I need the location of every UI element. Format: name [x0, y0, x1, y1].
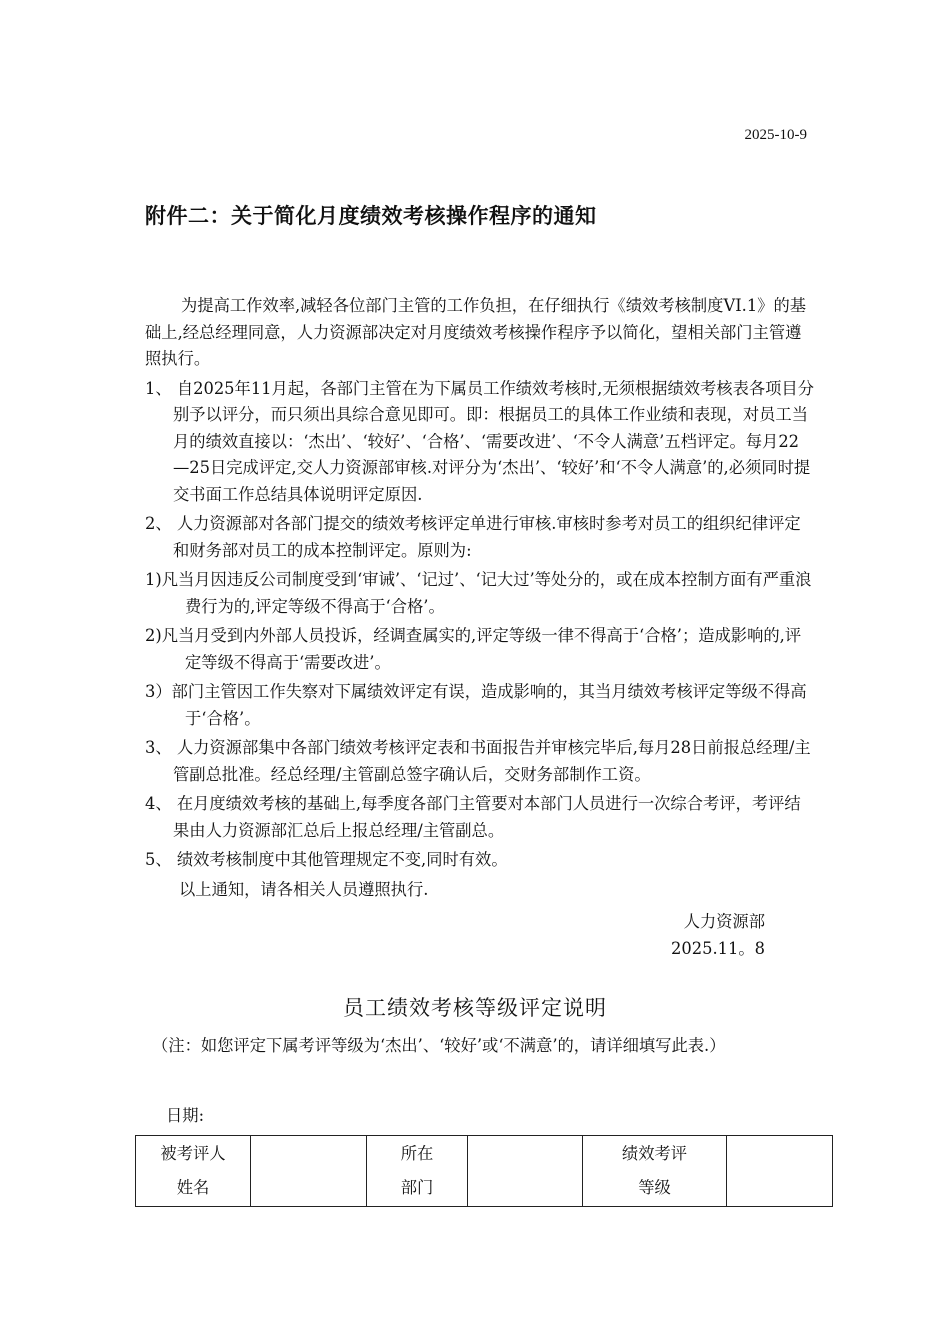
- evaluation-table: [135, 1135, 833, 1207]
- list-item-2: 2、 人力资源部对各部门提交的绩效考核评定单进行审核.审核时参考对员工的组织纪律评定和财务部对员工的成本控制评定。原则为:: [145, 514, 801, 560]
- notice-body: [145, 293, 815, 962]
- sub-item-1: 1)凡当月因违反公司制度受到‘审诫’、‘记过’、‘记大过’等处分的，或在成本控制方面有严重浪费行为的,评定等级不得高于‘合格’。: [145, 570, 812, 616]
- name-label-line-2: 姓名: [176, 1178, 210, 1197]
- intro-paragraph: 为提高工作效率,减轻各位部门主管的工作负担，在仔细执行《绩效考核制度VI.1》的基础上,经总经理同意，人力资源部决定对月度绩效考核操作程序予以简化，望相关部门主管遵照执行。: [145, 296, 807, 368]
- list-item-1: 1、 自2025年11月起，各部门主管在为下属员工作绩效考核时,无须根据绩效考核表各项目分别予以评分，而只须出具综合意见即可。即：根据员工的具体工作业绩和表现，对员工当月的绩效直接以：‘杰出’、‘较好’、‘合格’、‘需要改进’、‘不令人满意’五档评定。每月22—25日完成评定,交人力资源部审核.对评分为‘杰出’、‘较好’和‘不令人满意’的,必须同时提交书面工作总结具体说明评定原因.: [145, 378, 814, 504]
- dept-label-line-2: 部门: [400, 1178, 434, 1197]
- form-title: 员工绩效考核等级评定说明: [343, 996, 607, 1020]
- grade-label-cell: [583, 1136, 727, 1207]
- signature-date: 2025.11。8: [671, 938, 765, 958]
- signature-org: 人力资源部: [683, 912, 765, 931]
- sub-item-3: 3）部门主管因工作失察对下属绩效评定有误，造成影响的，其当月绩效考核评定等级不得高于‘合格’。: [145, 682, 807, 728]
- list-item-3: 3、 人力资源部集中各部门绩效考核评定表和书面报告并审核完毕后,每月28日前报总经理/主管副总批准。经总经理/主管副总签字确认后，交财务部制作工资。: [145, 738, 811, 784]
- grade-label-line-2: 等级: [638, 1178, 671, 1197]
- dept-label-cell: [367, 1136, 468, 1207]
- sub-item-2: 2)凡当月受到内外部人员投诉，经调查属实的,评定等级一律不得高于‘合格’；造成影响的,评定等级不得高于‘需要改进’。: [145, 626, 802, 672]
- list-item-4: 4、 在月度绩效考核的基础上,每季度各部门主管要对本部门人员进行一次综合考评，考评结果由人力资源部汇总后上报总经理/主管副总。: [145, 794, 801, 840]
- dept-value-cell[interactable]: [468, 1136, 583, 1207]
- date-label: 日期:: [166, 1106, 205, 1125]
- grade-value-cell[interactable]: [727, 1136, 833, 1207]
- name-value-cell[interactable]: [251, 1136, 367, 1207]
- table-row: [136, 1136, 833, 1207]
- name-label-cell: [136, 1136, 251, 1207]
- dept-label-line-1: 所在: [400, 1144, 434, 1163]
- list-item-5: 5、 绩效考核制度中其他管理规定不变,同时有效。: [145, 850, 508, 869]
- page-title: 附件二：关于简化月度绩效考核操作程序的通知: [145, 204, 597, 228]
- grade-label-line-1: 绩效考评: [621, 1144, 688, 1163]
- name-label-line-1: 被考评人: [160, 1144, 226, 1163]
- document-date: 2025-10-9: [744, 127, 807, 143]
- closing-line: 以上通知，请各相关人员遵照执行.: [179, 879, 429, 899]
- form-note: （注：如您评定下属考评等级为‘杰出’、‘较好’或‘不满意’的，请详细填写此表.）: [152, 1036, 726, 1055]
